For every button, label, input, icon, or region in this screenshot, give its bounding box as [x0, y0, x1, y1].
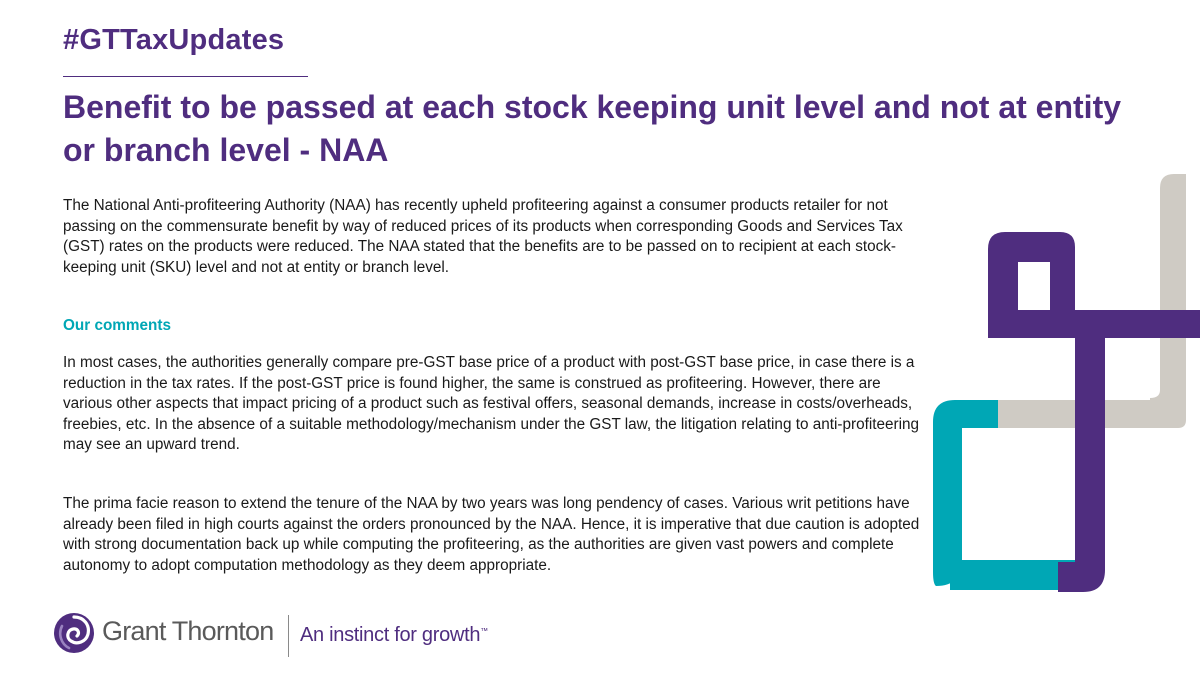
page-title: Benefit to be passed at each stock keeping unit level and not at entity or branch level - NAA [63, 89, 1122, 168]
tagline-text: An instinct for growth [300, 624, 481, 646]
ribbon-graphic-icon [925, 170, 1200, 595]
comments-paragraph-2: The prima facie reason to extend the tenure of the NAA by two years was long pendency of cases. Various writ petitions have already been filed in high courts against the orders pronounced by the NAA. Hence, it is imperative that due caution is adopted with strong documentation back up while computing the profiteering, as the authorities are given vast powers and complete autonomy to adopt computation methodology as they deem appropriate. [63, 495, 920, 574]
comments-paragraph-1: In most cases, the authorities generally compare pre-GST base price of a product with post-GST base price, in case there is a reduction in the tax rates. If the post-GST price is found higher, the same is construed as profiteering. However, there are various other aspects that impact pricing of a product such as festival offers, seasonal demands, increase in costs/overheads, freebies, etc. In the absence of a suitable methodology/mechanism under the GST law, the litigation relating to anti-profiteering may see an upward trend. [63, 354, 919, 453]
heading-divider [63, 76, 308, 77]
trademark-symbol: ™ [480, 626, 488, 636]
comments-subheading: Our comments [63, 317, 171, 334]
brand-tagline [300, 624, 488, 647]
hashtag-heading: #GTTaxUpdates [63, 24, 285, 56]
brand-name: Grant Thornton [102, 616, 274, 646]
intro-paragraph: The National Anti-profiteering Authority (NAA) has recently upheld profiteering against a consumer products retailer for not passing on the commensurate benefit by way of reduced prices of its products when corresponding Goods and Services Tax (GST) rates on the products were reduced. The NAA stated that the benefits are to be passed on to recipient at each stock-keeping unit (SKU) level and not at entity or branch level. [63, 197, 903, 276]
footer-divider [288, 615, 289, 657]
grant-thornton-swirl-icon [53, 612, 95, 654]
